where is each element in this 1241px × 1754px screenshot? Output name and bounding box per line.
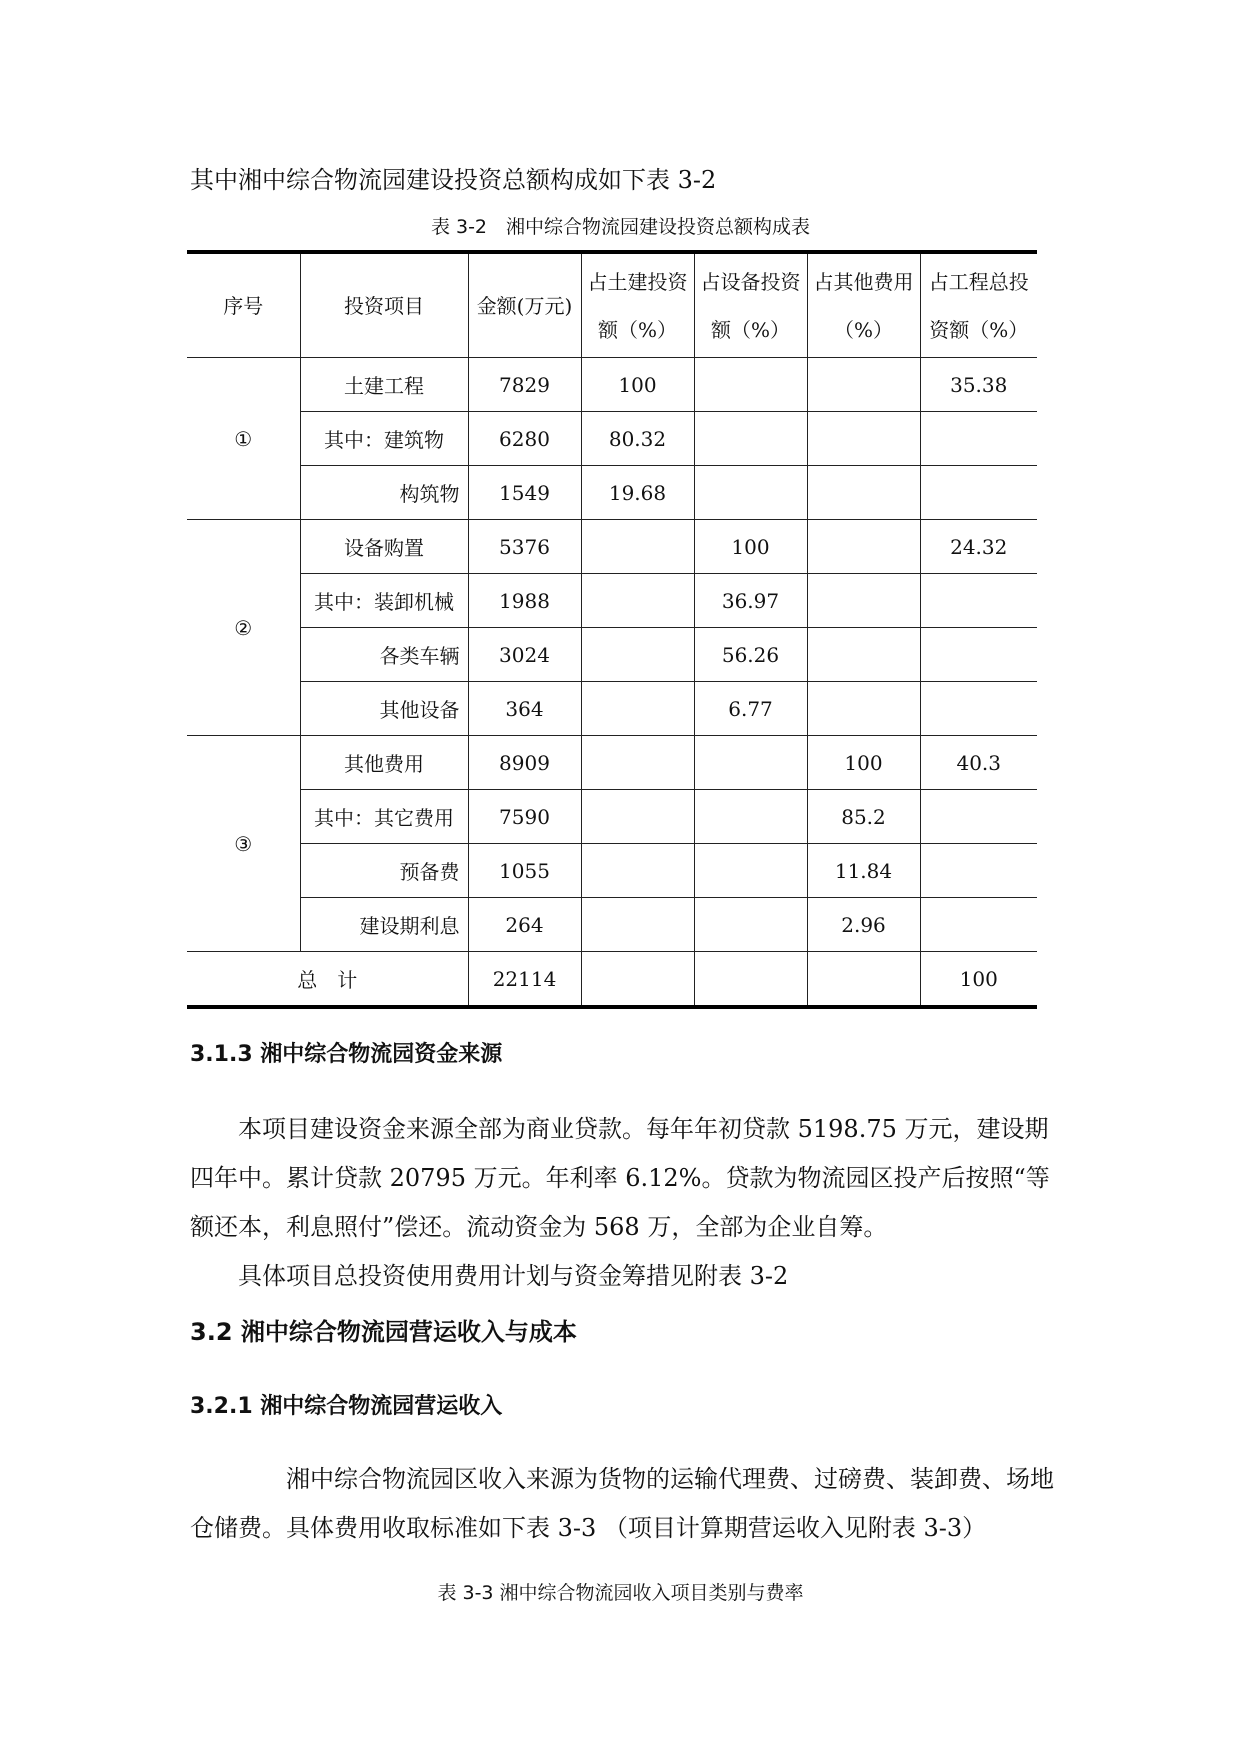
total-pct-cell: 35.38: [920, 358, 1037, 412]
header-total-pct: 占工程总投 资额（%）: [920, 252, 1037, 358]
total-pct-cell: [920, 466, 1037, 520]
table-row: [187, 628, 1037, 682]
amount-cell: 1988: [468, 574, 581, 628]
paragraph-text: 具体项目总投资使用费用计划与资金筹措见附表 3-2: [238, 1262, 789, 1290]
equip-pct-cell: [694, 898, 807, 952]
other-pct-cell: 2.96: [807, 898, 920, 952]
amount-cell: 264: [468, 898, 581, 952]
item-cell: 各类车辆: [300, 628, 468, 682]
section-heading-3-2-1: 3.2.1 湘中综合物流园营运收入: [190, 1394, 503, 1419]
table-row: [187, 898, 1037, 952]
civil-pct-cell: [581, 682, 694, 736]
item-cell: 其他设备: [300, 682, 468, 736]
equip-pct-cell: [694, 412, 807, 466]
group-no: ③: [187, 736, 300, 952]
header-item: 投资项目: [300, 252, 468, 358]
total-amount: 22114: [468, 952, 581, 1008]
equip-pct-cell: 6.77: [694, 682, 807, 736]
equip-pct-cell: [694, 736, 807, 790]
investment-table: [187, 250, 1037, 1009]
table-row: [187, 682, 1037, 736]
civil-pct-cell: [581, 844, 694, 898]
paragraph-text: 湘中综合物流园区收入来源为货物的运输代理费、过磅费、装卸费、场地仓储费。具体费用收取标准如下表 3-3 （项目计算期营运收入见附表 3-3）: [190, 1465, 1054, 1542]
civil-pct-cell: [581, 790, 694, 844]
item-cell: 预备费: [300, 844, 468, 898]
table-caption: 表 3-2 湘中综合物流园建设投资总额构成表: [430, 216, 811, 238]
amount-cell: 8909: [468, 736, 581, 790]
equip-pct-cell: 36.97: [694, 574, 807, 628]
total-pct-cell: [920, 844, 1037, 898]
other-pct-cell: [807, 682, 920, 736]
amount-cell: 5376: [468, 520, 581, 574]
civil-pct-cell: 80.32: [581, 412, 694, 466]
header-amount: 金额(万元): [468, 252, 581, 358]
table-row: [187, 574, 1037, 628]
amount-cell: 6280: [468, 412, 581, 466]
header-no: 序号: [187, 252, 300, 358]
amount-cell: 7590: [468, 790, 581, 844]
civil-pct-cell: 19.68: [581, 466, 694, 520]
total-pct-cell: [920, 682, 1037, 736]
item-cell: 构筑物: [300, 466, 468, 520]
total-pct-cell: 24.32: [920, 520, 1037, 574]
other-pct-cell: [807, 358, 920, 412]
total-civil-pct: [581, 952, 694, 1008]
table-row: [187, 844, 1037, 898]
paragraph-revenue: [190, 1455, 1060, 1553]
other-pct-cell: [807, 466, 920, 520]
group-no: ①: [187, 358, 300, 520]
item-cell: 其中：装卸机械: [300, 574, 468, 628]
equip-pct-cell: 100: [694, 520, 807, 574]
item-cell: 其中：其它费用: [300, 790, 468, 844]
paragraph-funding-source: [190, 1105, 1060, 1301]
total-pct-cell: [920, 628, 1037, 682]
amount-cell: 1549: [468, 466, 581, 520]
total-total-pct: 100: [920, 952, 1037, 1008]
table-header-row: [187, 252, 1037, 358]
item-cell: 土建工程: [300, 358, 468, 412]
amount-cell: 364: [468, 682, 581, 736]
other-pct-cell: 85.2: [807, 790, 920, 844]
paragraph-text: 本项目建设资金来源全部为商业贷款。每年年初贷款 5198.75 万元，建设期四年中。累计贷款 20795 万元。年利率 6.12%。贷款为物流园区投产后按照“等额还本，利息照付”偿还。流动资金为 568 万，全部为企业自筹。: [190, 1115, 1050, 1241]
other-pct-cell: 11.84: [807, 844, 920, 898]
other-pct-cell: [807, 574, 920, 628]
table-row: [187, 790, 1037, 844]
item-cell: 建设期利息: [300, 898, 468, 952]
equip-pct-cell: 56.26: [694, 628, 807, 682]
civil-pct-cell: [581, 736, 694, 790]
total-pct-cell: 40.3: [920, 736, 1037, 790]
intro-sentence: 其中湘中综合物流园建设投资总额构成如下表 3-2: [190, 166, 717, 194]
table2-caption: 表 3-3 湘中综合物流园收入项目类别与费率: [437, 1582, 804, 1604]
other-pct-cell: [807, 628, 920, 682]
table-row: [187, 466, 1037, 520]
civil-pct-cell: [581, 898, 694, 952]
equip-pct-cell: [694, 466, 807, 520]
civil-pct-cell: [581, 628, 694, 682]
amount-cell: 3024: [468, 628, 581, 682]
section-heading-3-2: 3.2 湘中综合物流园营运收入与成本: [190, 1318, 577, 1346]
group-no: ②: [187, 520, 300, 736]
total-equip-pct: [694, 952, 807, 1008]
header-civil-pct: 占土建投资 额（%）: [581, 252, 694, 358]
section-heading-3-1-3: 3.1.3 湘中综合物流园资金来源: [190, 1042, 503, 1067]
civil-pct-cell: 100: [581, 358, 694, 412]
other-pct-cell: 100: [807, 736, 920, 790]
item-cell: 设备购置: [300, 520, 468, 574]
total-pct-cell: [920, 790, 1037, 844]
total-pct-cell: [920, 574, 1037, 628]
header-other-pct: 占其他费用 （%）: [807, 252, 920, 358]
table-row: [187, 412, 1037, 466]
total-row: [187, 952, 1037, 1008]
total-label: 总 计: [187, 952, 468, 1008]
total-pct-cell: [920, 898, 1037, 952]
total-pct-cell: [920, 412, 1037, 466]
equip-pct-cell: [694, 790, 807, 844]
civil-pct-cell: [581, 520, 694, 574]
header-equip-pct: 占设备投资 额（%）: [694, 252, 807, 358]
civil-pct-cell: [581, 574, 694, 628]
equip-pct-cell: [694, 358, 807, 412]
table-row: [187, 358, 1037, 412]
amount-cell: 7829: [468, 358, 581, 412]
equip-pct-cell: [694, 844, 807, 898]
item-cell: 其他费用: [300, 736, 468, 790]
table-row: [187, 736, 1037, 790]
total-other-pct: [807, 952, 920, 1008]
item-cell: 其中：建筑物: [300, 412, 468, 466]
other-pct-cell: [807, 412, 920, 466]
amount-cell: 1055: [468, 844, 581, 898]
other-pct-cell: [807, 520, 920, 574]
table-row: [187, 520, 1037, 574]
